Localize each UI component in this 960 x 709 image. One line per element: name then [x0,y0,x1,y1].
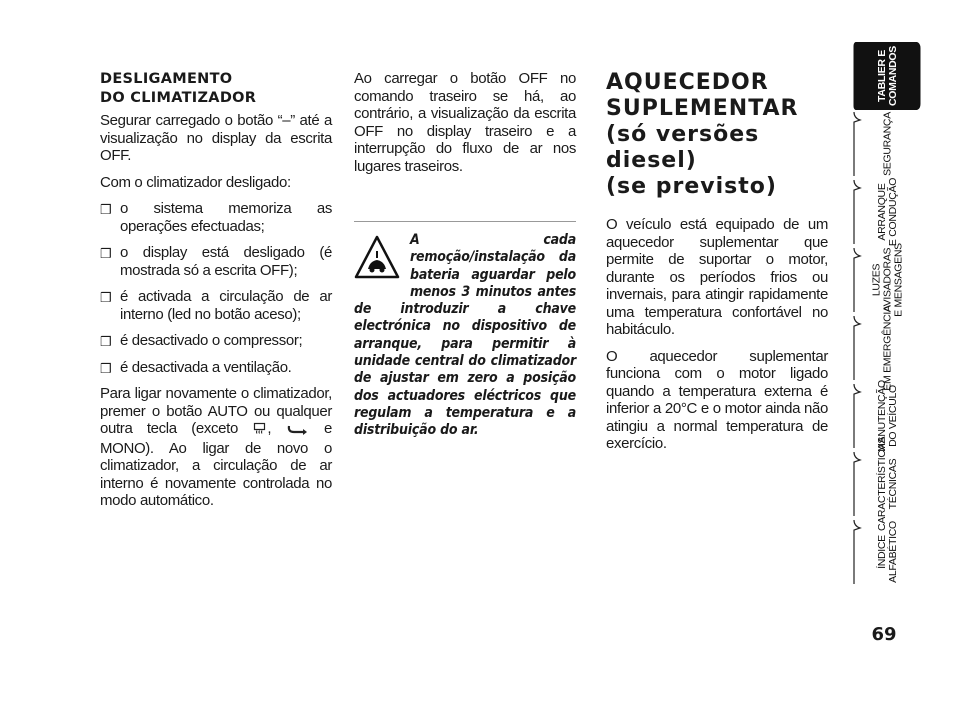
list-item: ❒ é activada a circulação de ar interno (led no botão aceso); [100,288,332,323]
air-recirculation-icon [287,422,309,440]
tab-label: MANUTENÇÃO DO VEÍCULO [876,380,899,452]
warning-note [354,232,576,440]
tab-label: SEGURANÇA [881,112,894,176]
checkbox-bullet-icon: ❒ [100,246,112,261]
checkbox-bullet-icon: ❒ [100,360,112,376]
tab-label: CARACTERÍSTICAS TÉCNICAS [876,436,899,532]
paragraph: Ao carregar o botão OFF no comando traseiro se há, ao contrário, a visualização da escrita OFF no display traseiro e a interrupção do fluxo de ar nos lugares traseiros. [354,70,576,175]
tab-emergency[interactable] [852,305,924,391]
battery-warning-icon [354,234,400,280]
tab-technical-specs[interactable] [852,436,924,532]
list-item: ❒ o sistema memoriza as operações efectuadas; [100,200,332,235]
paragraph: O veículo está equipado de um aquecedor suplementar que permite de suportar o motor, durante os períodos frios ou invernais, para atingir rapidamente uma temperatura confortável no habitáculo. [606,216,828,338]
rear-defrost-icon [253,422,266,440]
checkbox-bullet-icon: ❒ [100,202,112,217]
section-heading: DESLIGAMENTO DO CLIMATIZADOR [100,71,257,106]
chapter-index [852,42,932,668]
tab-index[interactable] [852,518,924,586]
paragraph: Para ligar novamente o climatizador, premer o botão AUTO ou qualquer outra tecla (exceto , e MONO). Ao ligar de novo o climatizador, a circulação de ar interno é novamente controlada no modo automático. [100,385,333,509]
tab-starting-driving[interactable] [852,178,924,246]
tab-dashboard-controls[interactable] [852,42,924,110]
checkbox-bullet-icon: ❒ [100,290,112,305]
tab-warning-lights[interactable] [852,243,924,317]
section-supplementary-heater [606,70,828,462]
tab-safety[interactable] [852,110,924,178]
paragraph: Com o climatizador desligado: [100,173,291,191]
tab-label: LUZES AVISADORAS E MENSAGENS [870,243,905,317]
tab-label: ÍNDICE ALFABÉTICO [876,521,899,583]
page-title: AQUECEDOR SUPLEMENTAR (só versões diesel) (se previsto) [606,70,799,199]
list-item: ❒ é desactivada a ventilação. [100,358,292,376]
warning-text: A cada remoção/instalação da bateria aguardar pelo menos 3 minutos antes de introduzir a chave electrónica no dispositivo de arranque, para permitir à unidade central do climatizador de ajustar em zero a posição dos actuadores eléctricos que regulam a temperatura e a distribuição do ar. [354,232,576,439]
bullet-list [100,200,332,376]
checkbox-bullet-icon: ❒ [100,334,112,349]
divider [354,221,576,222]
section-rear-off [354,70,576,440]
paragraph: O aquecedor suplementar funciona com o motor ligado quando a temperatura externa é inferior a 20°C e o motor ainda não atingiu a normal temperatura de exercício. [606,347,828,452]
paragraph: Segurar carregado o botão “–” até a visualização no display da escrita OFF. [100,112,332,164]
list-item: ❒ é desactivado o compressor; [100,332,303,349]
tab-label: EM EMERGÊNCIA [881,305,894,391]
page-number: 69 [871,624,897,645]
tab-label: TABLIER E COMANDOS [876,45,899,107]
tab-label: ARRANQUE E CONDUÇÃO [876,177,899,247]
section-climatizer-off [100,70,332,519]
list-item: ❒ o display está desligado (é mostrada só a escrita OFF); [100,244,332,279]
